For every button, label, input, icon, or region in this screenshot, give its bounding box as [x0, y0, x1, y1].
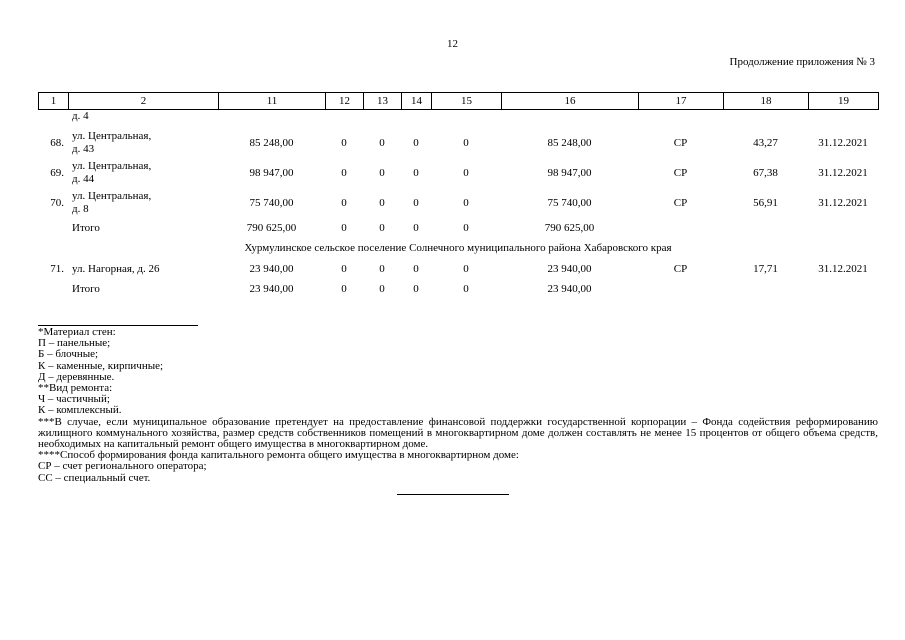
cell-col11: 790 625,00	[246, 221, 297, 234]
cell-col14: 0	[413, 282, 419, 295]
row-address	[68, 188, 218, 218]
cell-col14: 0	[413, 196, 419, 209]
address-line: ул. Центральная,	[72, 130, 152, 142]
footnote-line: Б – блочные;	[38, 348, 99, 361]
row-number: 71.	[50, 262, 64, 275]
cell-col14: 0	[413, 136, 419, 149]
cell-col17: СР	[673, 262, 688, 275]
cell-col19: 31.12.2021	[818, 166, 868, 179]
row-number: 68.	[50, 136, 64, 149]
total-row	[38, 218, 878, 238]
table-row	[38, 188, 878, 218]
footnote-line: СС – специальный счет.	[38, 471, 151, 484]
column-header: 18	[724, 93, 809, 110]
column-header: 12	[326, 93, 364, 110]
cell-col14: 0	[413, 166, 419, 179]
cell-col13: 0	[379, 262, 385, 275]
cell-col17: СР	[673, 136, 688, 149]
cell-col16: 98 947,00	[547, 166, 592, 179]
end-of-document-line	[397, 494, 509, 495]
table-row	[38, 110, 878, 128]
footnote-line: Ч – частичный;	[38, 393, 110, 406]
cell-col13: 0	[379, 166, 385, 179]
column-header: 16	[502, 93, 639, 110]
footnote-line: К – комплексный.	[38, 404, 122, 417]
cell-col12: 0	[341, 196, 347, 209]
cell-col13: 0	[379, 221, 385, 234]
cell-col18: 56,91	[753, 196, 778, 209]
footnote-line: К – каменные, кирпичные;	[38, 359, 164, 372]
address-line: ул. Центральная,	[72, 190, 152, 202]
cell-col12: 0	[341, 221, 347, 234]
row-number: 70.	[50, 196, 64, 209]
cell-col11: 23 940,00	[249, 282, 294, 295]
footnote-line: СР – счет регионального оператора;	[38, 460, 207, 473]
section-title: Хурмулинское сельское поселение Солнечного муниципального района Хабаровского края	[244, 241, 672, 254]
table-row	[38, 258, 878, 280]
cell-col11: 85 248,00	[249, 136, 294, 149]
address-line: д. 44	[72, 173, 95, 185]
appendix-continuation-note: Продолжение приложения № 3	[729, 56, 875, 68]
cell-col17: СР	[673, 166, 688, 179]
cell-col15: 0	[463, 282, 469, 295]
column-header: 19	[809, 93, 879, 110]
column-header: 15	[432, 93, 502, 110]
footnote-line: П – панельные;	[38, 337, 111, 350]
cell-col12: 0	[341, 136, 347, 149]
cell-col15: 0	[463, 166, 469, 179]
page-number: 12	[447, 38, 458, 50]
section-row	[38, 238, 878, 258]
cell-col16: 790 625,00	[544, 221, 595, 234]
table-header	[38, 92, 879, 110]
footnotes	[38, 327, 878, 484]
row-address	[68, 128, 218, 158]
cell-col19: 31.12.2021	[818, 196, 868, 209]
cell-col12: 0	[341, 262, 347, 275]
cell-col15: 0	[463, 136, 469, 149]
cell-col16: 85 248,00	[547, 136, 592, 149]
column-header: 11	[219, 93, 326, 110]
cell-col13: 0	[379, 282, 385, 295]
cell-col18: 43,27	[753, 136, 778, 149]
cell-col16: 23 940,00	[547, 262, 592, 275]
cell-col14: 0	[413, 262, 419, 275]
footnote-line: **Вид ремонта:	[38, 382, 113, 395]
cell-col13: 0	[379, 136, 385, 149]
cell-col15: 0	[463, 262, 469, 275]
cell-col18: 17,71	[753, 262, 778, 275]
column-header: 2	[69, 93, 219, 110]
cell-col12: 0	[341, 166, 347, 179]
total-label: Итого	[72, 221, 100, 234]
column-header: 14	[402, 93, 432, 110]
address-line: д. 43	[72, 143, 95, 155]
cell-col19: 31.12.2021	[818, 136, 868, 149]
cell-col14: 0	[413, 221, 419, 234]
column-number-row	[39, 93, 879, 110]
footnote-line: *Материал стен:	[38, 326, 116, 338]
cell-col19: 31.12.2021	[818, 262, 868, 275]
row-address	[68, 158, 218, 188]
row-number: 69.	[50, 166, 64, 179]
column-header: 17	[639, 93, 724, 110]
column-header: 13	[364, 93, 402, 110]
cell-col15: 0	[463, 196, 469, 209]
table-row	[38, 128, 878, 158]
cell-col16: 75 740,00	[547, 196, 592, 209]
cell-col12: 0	[341, 282, 347, 295]
cell-col11: 98 947,00	[249, 166, 294, 179]
footnote-line: ****Способ формирования фонда капитального ремонта общего имущества в многоквартирном доме:	[38, 449, 519, 462]
address-line: ул. Центральная,	[72, 160, 152, 172]
total-label: Итого	[72, 282, 100, 295]
cell-col17: СР	[673, 196, 688, 209]
address-line: д. 8	[72, 203, 89, 215]
cell-col11: 75 740,00	[249, 196, 294, 209]
cell-col16: 23 940,00	[547, 282, 592, 295]
table-row	[38, 158, 878, 188]
continuation-address: д. 4	[72, 110, 89, 122]
footnote-line: Д – деревянные.	[38, 370, 115, 383]
data-table	[38, 110, 878, 298]
cell-col15: 0	[463, 221, 469, 234]
cell-col13: 0	[379, 196, 385, 209]
cell-col11: 23 940,00	[249, 262, 294, 275]
footnote-paragraph: ***В случае, если муниципальное образование претендует на предоставление финансовой поддержки государственной корпорации – Фонда содействия реформированию жилищного коммунального хозяйства, размер средств собственников помещений в многоквартирном доме должен составлять не менее 15 процентов от общего объема средств, необходимых на капитальный ремонт общего имущества в многоквартирном доме.	[38, 415, 878, 451]
cell-col18: 67,38	[753, 166, 778, 179]
row-address: ул. Нагорная, д. 26	[72, 262, 160, 275]
total-row	[38, 280, 878, 298]
column-header: 1	[39, 93, 69, 110]
